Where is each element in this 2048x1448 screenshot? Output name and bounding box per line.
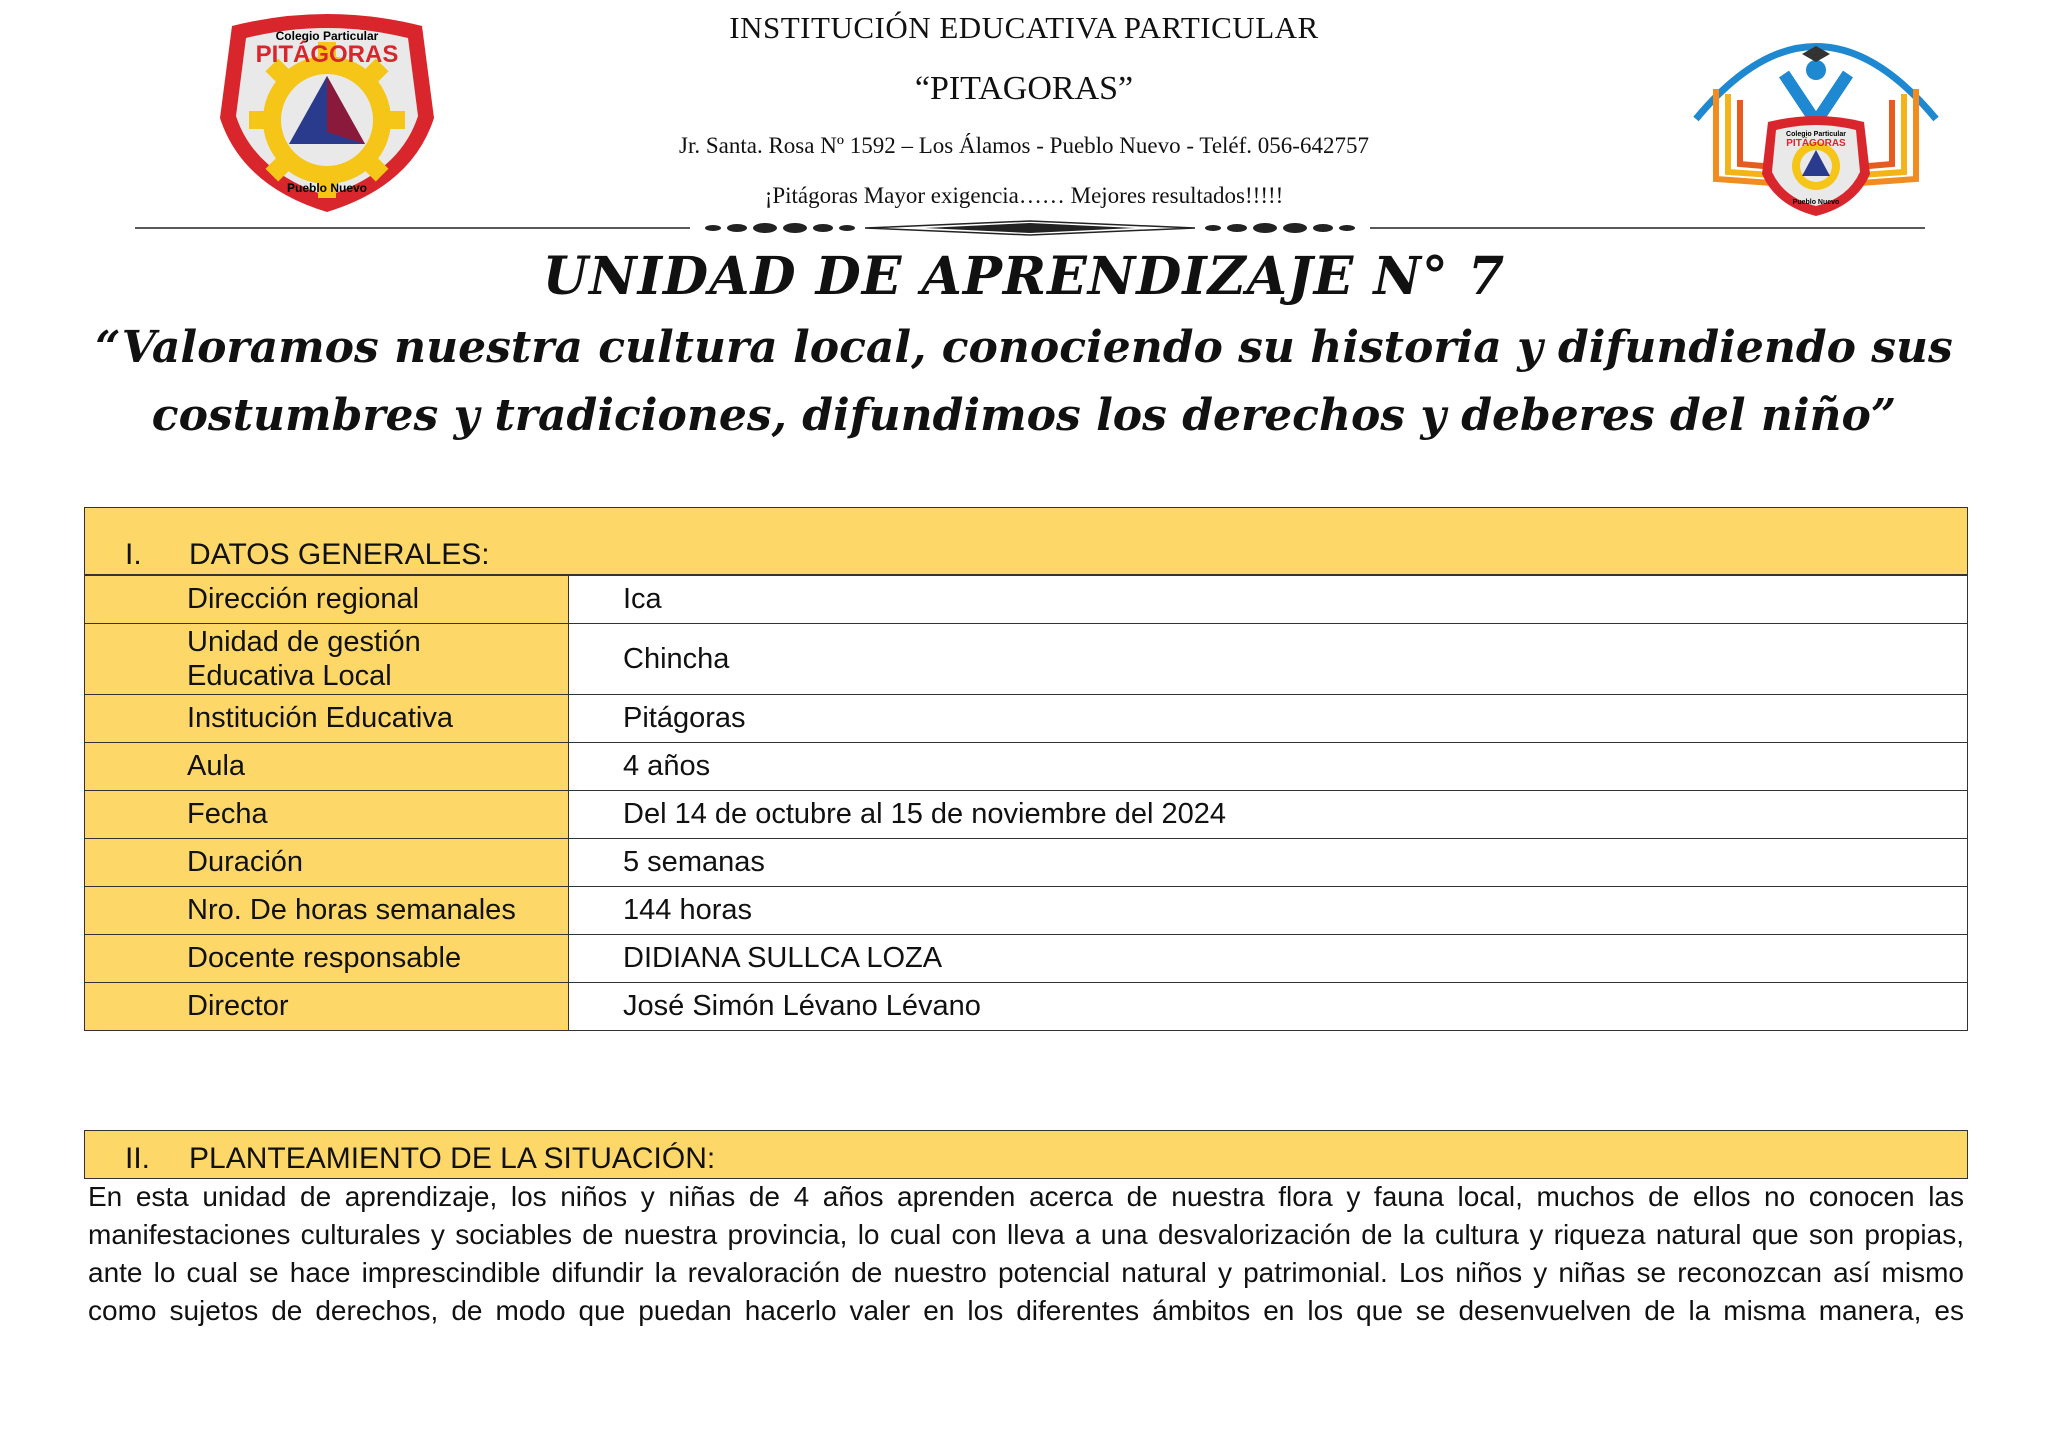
logo-right-top-text: Colegio Particular <box>1786 131 1846 138</box>
situacion-paragraph: En esta unidad de aprendizaje, los niños y niñas de 4 años aprenden acerca de nuestra flora y fauna local, muchos de ellos no conocen las manifestaciones culturales y sociables de nuestra provincia, lo cual con lleva a una desvalorización de la cultura y riqueza natural que son propias, ante lo cual se hace imprescindible difundir la revaloración de nuestro potencial natural y patrimonial. Los niños y niñas se reconozcan así mismo como sujetos de derechos, de modo que puedan hacerlo valer en los diferentes ámbitos en los que se desenvuelven de la misma manera, es <box>88 1181 1964 1326</box>
row-value: José Simón Lévano Lévano <box>569 983 1968 1031</box>
school-address: Jr. Santa. Rosa Nº 1592 – Los Álamos - Pueblo Nuevo - Teléf. 056-642757 <box>679 133 1369 158</box>
table-row <box>85 743 1968 791</box>
table-row <box>85 576 1968 624</box>
row-label: Unidad de gestión Educativa Local <box>85 624 569 695</box>
table-row <box>85 839 1968 887</box>
row-label: Fecha <box>85 791 569 839</box>
section-title: DATOS GENERALES: <box>189 538 490 571</box>
section-header <box>84 507 1968 575</box>
header-divider <box>135 220 1925 236</box>
unit-subtitle-line-2: costumbres y tradiciones, difundimos los derechos y deberes del niño” <box>151 390 1897 441</box>
table-row <box>85 791 1968 839</box>
datos-table <box>84 575 1968 1031</box>
row-value: 5 semanas <box>569 839 1968 887</box>
section-header <box>84 1130 1968 1179</box>
school-name: “PITAGORAS” <box>914 70 1134 107</box>
row-label: Director <box>85 983 569 1031</box>
row-value: Chincha <box>569 624 1968 695</box>
logo-right-bottom-text: Pueblo Nuevo <box>1792 199 1840 206</box>
row-value: Ica <box>569 576 1968 624</box>
logo-right-main-text: PITÁGORAS <box>1786 138 1846 149</box>
row-value: DIDIANA SULLCA LOZA <box>569 935 1968 983</box>
table-row <box>85 624 1968 695</box>
institution-name: INSTITUCIÓN EDUCATIVA PARTICULAR <box>729 10 1319 45</box>
datos-generales-section <box>84 507 1968 1031</box>
row-label: Dirección regional <box>85 576 569 624</box>
table-row <box>85 983 1968 1031</box>
logo-left-bottom-text: Pueblo Nuevo <box>286 181 368 195</box>
unit-subtitle-line-1: “Valoramos nuestra cultura local, conociendo su historia y difundiendo sus <box>95 322 1953 373</box>
section-number: II. <box>125 1142 151 1175</box>
school-slogan: ¡Pitágoras Mayor exigencia…… Mejores resultados!!!!! <box>764 183 1284 208</box>
logo-left-top-text: Colegio Particular <box>275 29 379 43</box>
table-row <box>85 695 1968 743</box>
row-value: 4 años <box>569 743 1968 791</box>
row-value: Del 14 de octubre al 15 de noviembre del 2024 <box>569 791 1968 839</box>
table-row <box>85 887 1968 935</box>
row-label: Duración <box>85 839 569 887</box>
table-row <box>85 935 1968 983</box>
section-title: PLANTEAMIENTO DE LA SITUACIÓN: <box>189 1142 716 1175</box>
row-label: Docente responsable <box>85 935 569 983</box>
section-number: I. <box>125 538 142 571</box>
unit-title: UNIDAD DE APRENDIZAJE N° 7 <box>542 246 1506 307</box>
row-label: Institución Educativa <box>85 695 569 743</box>
row-label: Aula <box>85 743 569 791</box>
row-value: 144 horas <box>569 887 1968 935</box>
logo-left-main-text: PITÁGORAS <box>255 41 399 68</box>
row-label: Nro. De horas semanales <box>85 887 569 935</box>
row-value: Pitágoras <box>569 695 1968 743</box>
planteamiento-section <box>84 1130 1968 1179</box>
